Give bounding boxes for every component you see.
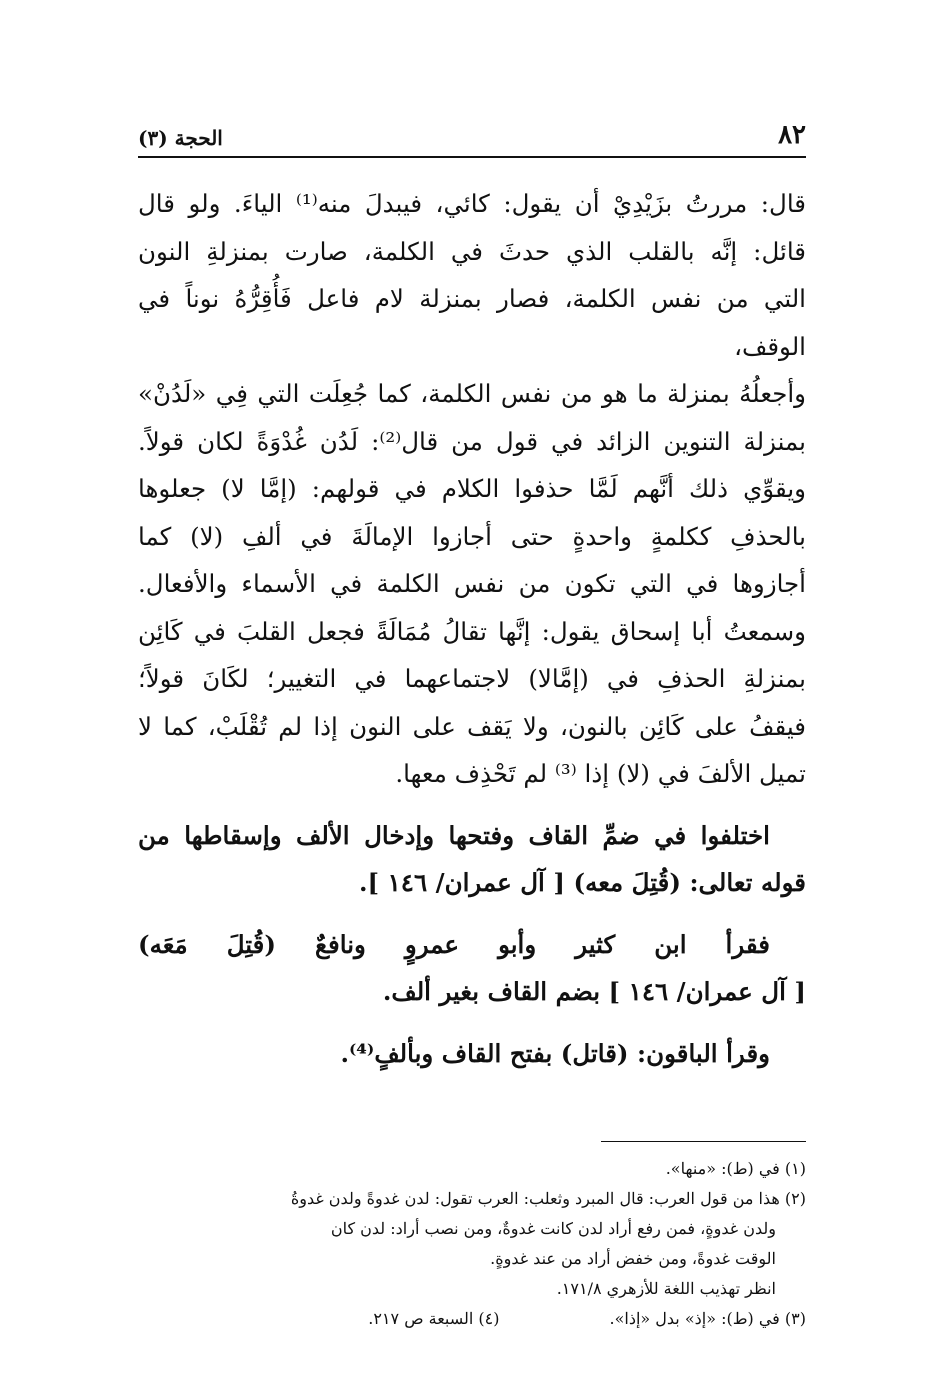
text-line: وقرأ الباقون: (قاتل) بفتح القاف وبألفٍ⁽⁴⁾. (340, 1038, 770, 1068)
footnote-row (138, 1304, 806, 1334)
text-line: فقرأ ابن كثير وأبو عمروٍ ونافعٌ (قُتِلَ مَعَه) (138, 929, 770, 959)
footnote-3: (٣) في (ط): «إذ» بدل «إذا». (609, 1309, 806, 1328)
paragraph-2 (138, 921, 806, 1016)
heading-line: اختلفوا في ضمِّ القاف وفتحها وإدخال الألف وإسقاطها من (138, 820, 770, 850)
text-line: ويقوِّي ذلك أنَّهم لَمَّا حذفوا الكلام في قولهم: (إمَّا لا) جعلوها (138, 474, 806, 503)
footnote-1: (١) في (ط): «منها». (665, 1159, 806, 1178)
footnote-2: (٢) هذا من قول العرب: قال المبرد وثعلب: العرب تقول: لدن غدوةً ولدن غدوةُ (290, 1189, 806, 1208)
body-text (138, 180, 806, 1077)
footnote-4: (٤) السبعة ص ٢١٧. (368, 1309, 500, 1328)
book-page (138, 112, 806, 1334)
running-title: الحجة (٣) (138, 126, 223, 150)
text-line: أجازوها في التي تكون من نفس الكلمة في الأسماء والأفعال. (138, 569, 806, 598)
paragraph-3 (138, 1030, 806, 1078)
paragraph-1 (138, 180, 806, 798)
text-line: وأجعلُهُ بمنزلة ما هو من نفس الكلمة، كما جُعِلَت التي فِي «لَدُنْ» (138, 379, 806, 408)
section-heading (138, 812, 806, 907)
text-line: بمنزلةِ الحذفِ في (إمَّالا) لاجتماعهما في التغيير؛ لكَانَ قولاً؛ (138, 664, 806, 693)
heading-line: قوله تعالى: (قُتِلَ معه) [ آل عمران/ ١٤٦ ]. (358, 868, 806, 897)
text-line: قائل: إنَّه بالقلب الذي حدثَ في الكلمة، صارت بمنزلةِ النون (138, 236, 806, 266)
text-line: قال: مررتُ بزَيْدِيْ أن يقول: كائي، فيبدلَ منه⁽¹⁾ الياءَ. ولو قال (138, 189, 806, 218)
text-line: التي من نفس الكلمة، فصار بمنزلة لام فاعل فَأُقِرُّهُ نوناً في الوقف، (138, 284, 806, 361)
footnote-2-line: انظر تهذيب اللغة للأزهري ١٧١/٨. (556, 1279, 776, 1298)
text-line: وسمعتُ أبا إسحاق يقول: إنَّها تقالُ مُمَالَةً فجعل القلبَ في كَائِن (138, 616, 806, 646)
text-line: تميل الألفَ في (لا) إذا ⁽³⁾ لم تَحْذِف معها. (395, 759, 806, 788)
footnote-2-line: الوقت غدوةً، ومن خفض أراد من عند غدوةٍ. (490, 1249, 776, 1268)
page-number: ٨٢ (778, 120, 806, 150)
text-line: [ آل عمران/ ١٤٦ ] بضم القاف بغير ألف. (382, 977, 806, 1006)
text-line: بالحذفِ ككلمةٍ واحدةٍ حتى أجازوا الإمالَةَ في ألفِ (لا) كما (138, 521, 806, 551)
text-line: فيقفُ على كَائِن بالنون، ولا يَقف على النون إذا لم تُقْلَبْ، كما لا (138, 711, 806, 741)
footnote-2-line: ولدن غدوةٍ، فمن رفع أراد لدن كانت غدوةٌ، ومن نصب أراد: لدن كان (330, 1219, 776, 1238)
text-line: بمنزلة التنوين الزائد في قول من قال⁽²⁾: لَدُن غُدْوَةً لكان قولاً. (138, 426, 807, 456)
footnotes (138, 1154, 806, 1334)
footnote-divider (601, 1141, 806, 1142)
page-header (138, 112, 806, 158)
